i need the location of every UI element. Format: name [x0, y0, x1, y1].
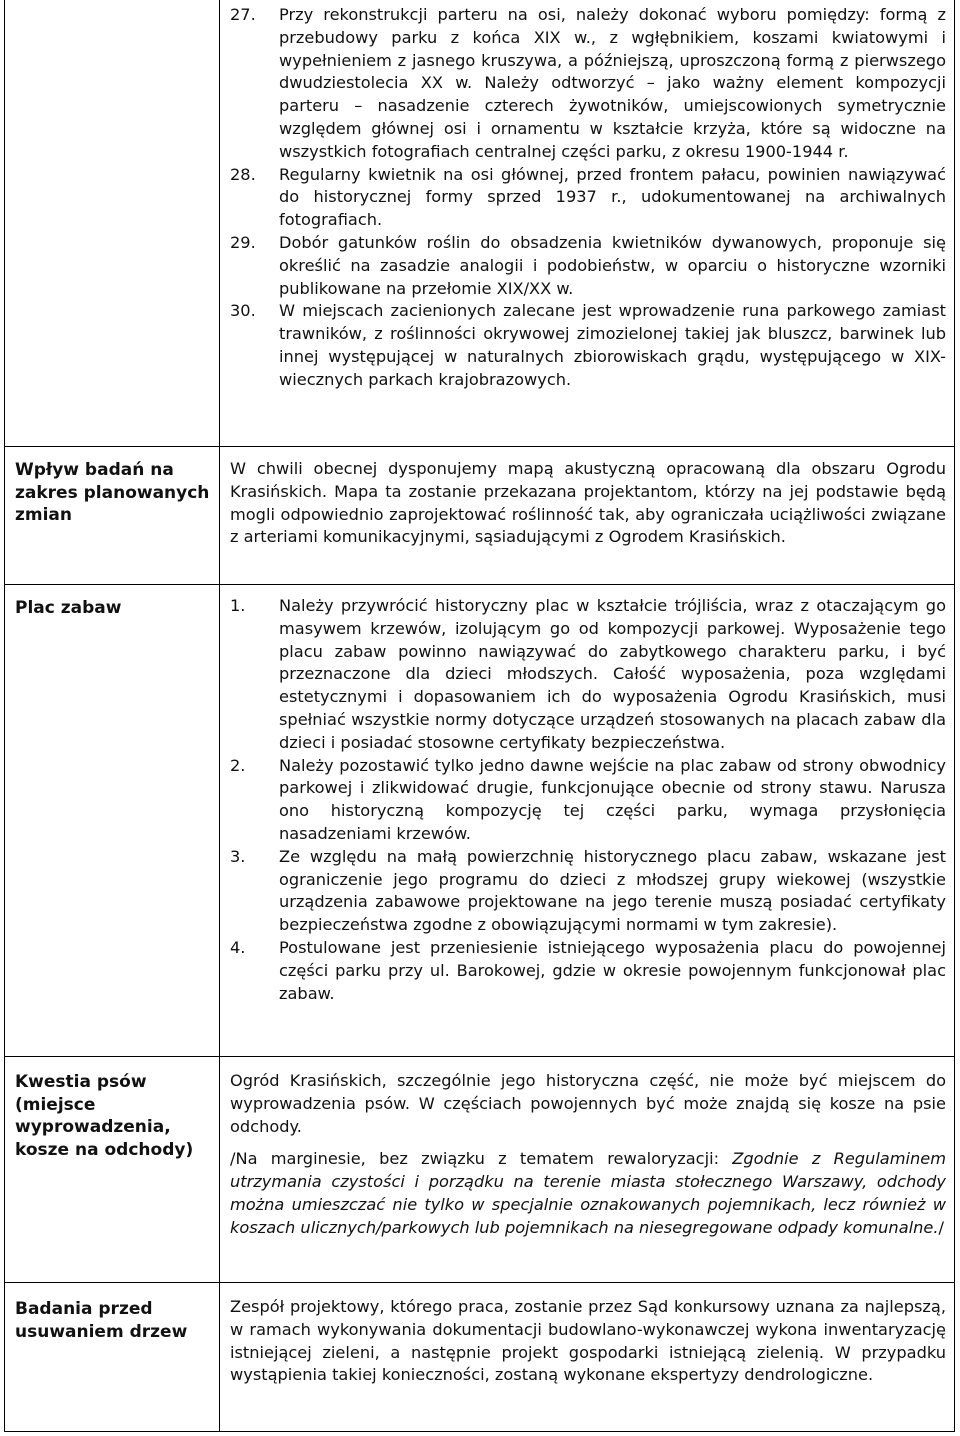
row-divider — [4, 584, 955, 585]
dogs-paragraph: Ogród Krasińskich, szczególnie jego historyczna część, nie może być miejscem do wyprowadzenia psów. W częściach powojennych być może znajdą się kosze na psie odchody. — [230, 1071, 946, 1136]
trees-paragraph: Zespół projektowy, którego praca, zostanie przez Sąd konkursowy uznana za najlepszą, w ramach wykonywania dokumentacji budowlano-wykonawczej wykona inwentaryzację istniejącej zieleni, a następnie projekt gospodarki istniejącą zielenią. W przypadku wystąpienia takiej konieczności, zostaną wykonane ekspertyzy dendrologiczne. — [230, 1297, 946, 1385]
table-border-left — [4, 0, 5, 1432]
row-label-impact: Wpływ badań na zakres planowanych zmian — [15, 460, 210, 525]
item-text: Postulowane jest przeniesienie istniejącego wyposażenia placu do powojennej części parku przy ul. Barokowej, gdzie w okresie powojennym funkcjonował plac zabaw. — [279, 937, 946, 1003]
item-number: 29. — [230, 232, 256, 252]
list-item — [230, 846, 946, 937]
item-text: Dobór gatunków roślin do obsadzenia kwietników dywanowych, proponuje się określić na zasadzie analogii i podobieństw, w oparciu o historyczne wzorniki publikowane na przełomie XIX/XX w. — [279, 232, 946, 298]
impact-content — [230, 458, 946, 549]
item-number: 30. — [230, 301, 256, 321]
item-number: 1. — [230, 596, 246, 615]
row-label-dogs: Kwestia psów (miejsce wyprowadzenia, kosze na odchody) — [15, 1072, 194, 1160]
list-item — [230, 300, 946, 391]
document-table — [4, 0, 955, 1432]
item-text: Regularny kwietnik na osi głównej, przed frontem pałacu, powinien nawiązywać do historycznej formy sprzed 1937 r., udokumentowanej na archiwalnych fotografiach. — [279, 164, 946, 230]
list-item — [230, 232, 946, 300]
item-text: Przy rekonstrukcji parteru na osi, należy dokonać wyboru pomiędzy: formą z przebudowy parku z końca XIX w., z wgłębnikiem, koszami kwiatowymi i wypełnieniem z jasnego kruszywa, a późniejszą, uproszczoną formą z pierwszego dwudziestolecia XX w. Należy odtworzyć – jako ważny element kompozycji parteru – nasadzenie czterech żywotników, umiejscowionych symetrycznie względem głównej osi i ornamentu w kształcie krzyża, które są widoczne na wszystkich fotografiach centralnej części parku, z okresu 1900-1944 r. — [279, 5, 946, 161]
item-number: 2. — [230, 755, 246, 775]
row-divider — [4, 1056, 955, 1057]
playground-content — [230, 595, 946, 1005]
impact-paragraph: W chwili obecnej dysponujemy mapą akustyczną opracowaną dla obszaru Ogrodu Krasińskich. Mapa ta zostanie przekazana projektantom, którzy na jej podstawie będą mogli odpowiednio zaprojektować roślinność tak, aby ograniczała uciążliwości związane z arteriami komunikacyjnymi, sąsiadującymi z Ogrodem Krasińskich. — [230, 459, 946, 547]
row-divider — [4, 446, 955, 447]
table-column-divider — [219, 0, 220, 1432]
recommendations-continued — [230, 4, 946, 392]
list-item — [230, 4, 946, 164]
dogs-note-prefix: /Na marginesie, bez związku z tematem rewaloryzacji: — [230, 1149, 733, 1169]
trees-content — [230, 1296, 946, 1387]
item-number: 4. — [230, 937, 246, 957]
dogs-content — [230, 1070, 946, 1240]
item-number: 3. — [230, 846, 246, 866]
list-item — [230, 755, 946, 846]
item-text: Należy przywrócić historyczny plac w kształcie trójliścia, wraz z otaczającym go masywem krzewów, izolującym go od kompozycji parkowej. Wyposażenie tego placu zabaw powinno nawiązywać do zabytkowego charakteru parku, i być przeznaczone dla dzieci młodszych. Całość wyposażenia, poza względami estetycznymi i dopasowaniem ich do wyposażenia Ogrodu Krasińskich, musi spełniać wszystkie normy dotyczące urządzeń stosowanych na placach zabaw dla dzieci i posiadać stosowne certyfikaty bezpieczeństwa. — [279, 596, 946, 752]
dogs-note-suffix: / — [938, 1217, 944, 1237]
item-text: W miejscach zacienionych zalecane jest wprowadzenie runa parkowego zamiast trawników, z roślinności okrywowej zimozielonej takiej jak bluszcz, barwinek lub innej występującej w naturalnych zbiorowiskach grądu, występującego w XIX-wiecznych parkach krajobrazowych. — [279, 301, 946, 389]
row-label-trees: Badania przed usuwaniem drzew — [15, 1299, 188, 1342]
list-item — [230, 937, 946, 1005]
table-border-right — [954, 0, 955, 1432]
item-number: 28. — [230, 164, 256, 184]
item-text: Ze względu na małą powierzchnię historycznego placu zabaw, wskazane jest ograniczenie jego programu do dzieci z młodszej grupy wiekowej (wszystkie urządzenia zabawowe projektowane na jego terenie muszą posiadać certyfikaty bezpieczeństwa zgodne z obowiązującymi normami w tym zakresie). — [279, 846, 946, 935]
item-text: Należy pozostawić tylko jedno dawne wejście na plac zabaw od strony obwodnicy parkowej i zlikwidować drugie, funkcjonujące obecnie od strony stawu. Narusza ono historyczną kompozycję tej części parku, wymaga przysłonięcia nasadzeniami krzewów. — [279, 755, 946, 843]
item-number: 27. — [230, 5, 256, 24]
table-border-bottom — [4, 1431, 955, 1432]
dogs-note-regulation: Zgodnie z Regulaminem utrzymania czystości i porządku na terenie miasta stołecznego Warszawy, odchody można umieszczać nie tylko w specjalnie oznakowanych pojemnikach, lecz również w koszach ulicznych/parkowych lub pojemnikach na niesegregowane odpady komunalne. — [230, 1149, 946, 1237]
dogs-note-paragraph — [230, 1148, 946, 1239]
row-label-playground: Plac zabaw — [15, 598, 122, 618]
row-divider — [4, 1282, 955, 1283]
list-item — [230, 595, 946, 755]
list-item — [230, 164, 946, 232]
